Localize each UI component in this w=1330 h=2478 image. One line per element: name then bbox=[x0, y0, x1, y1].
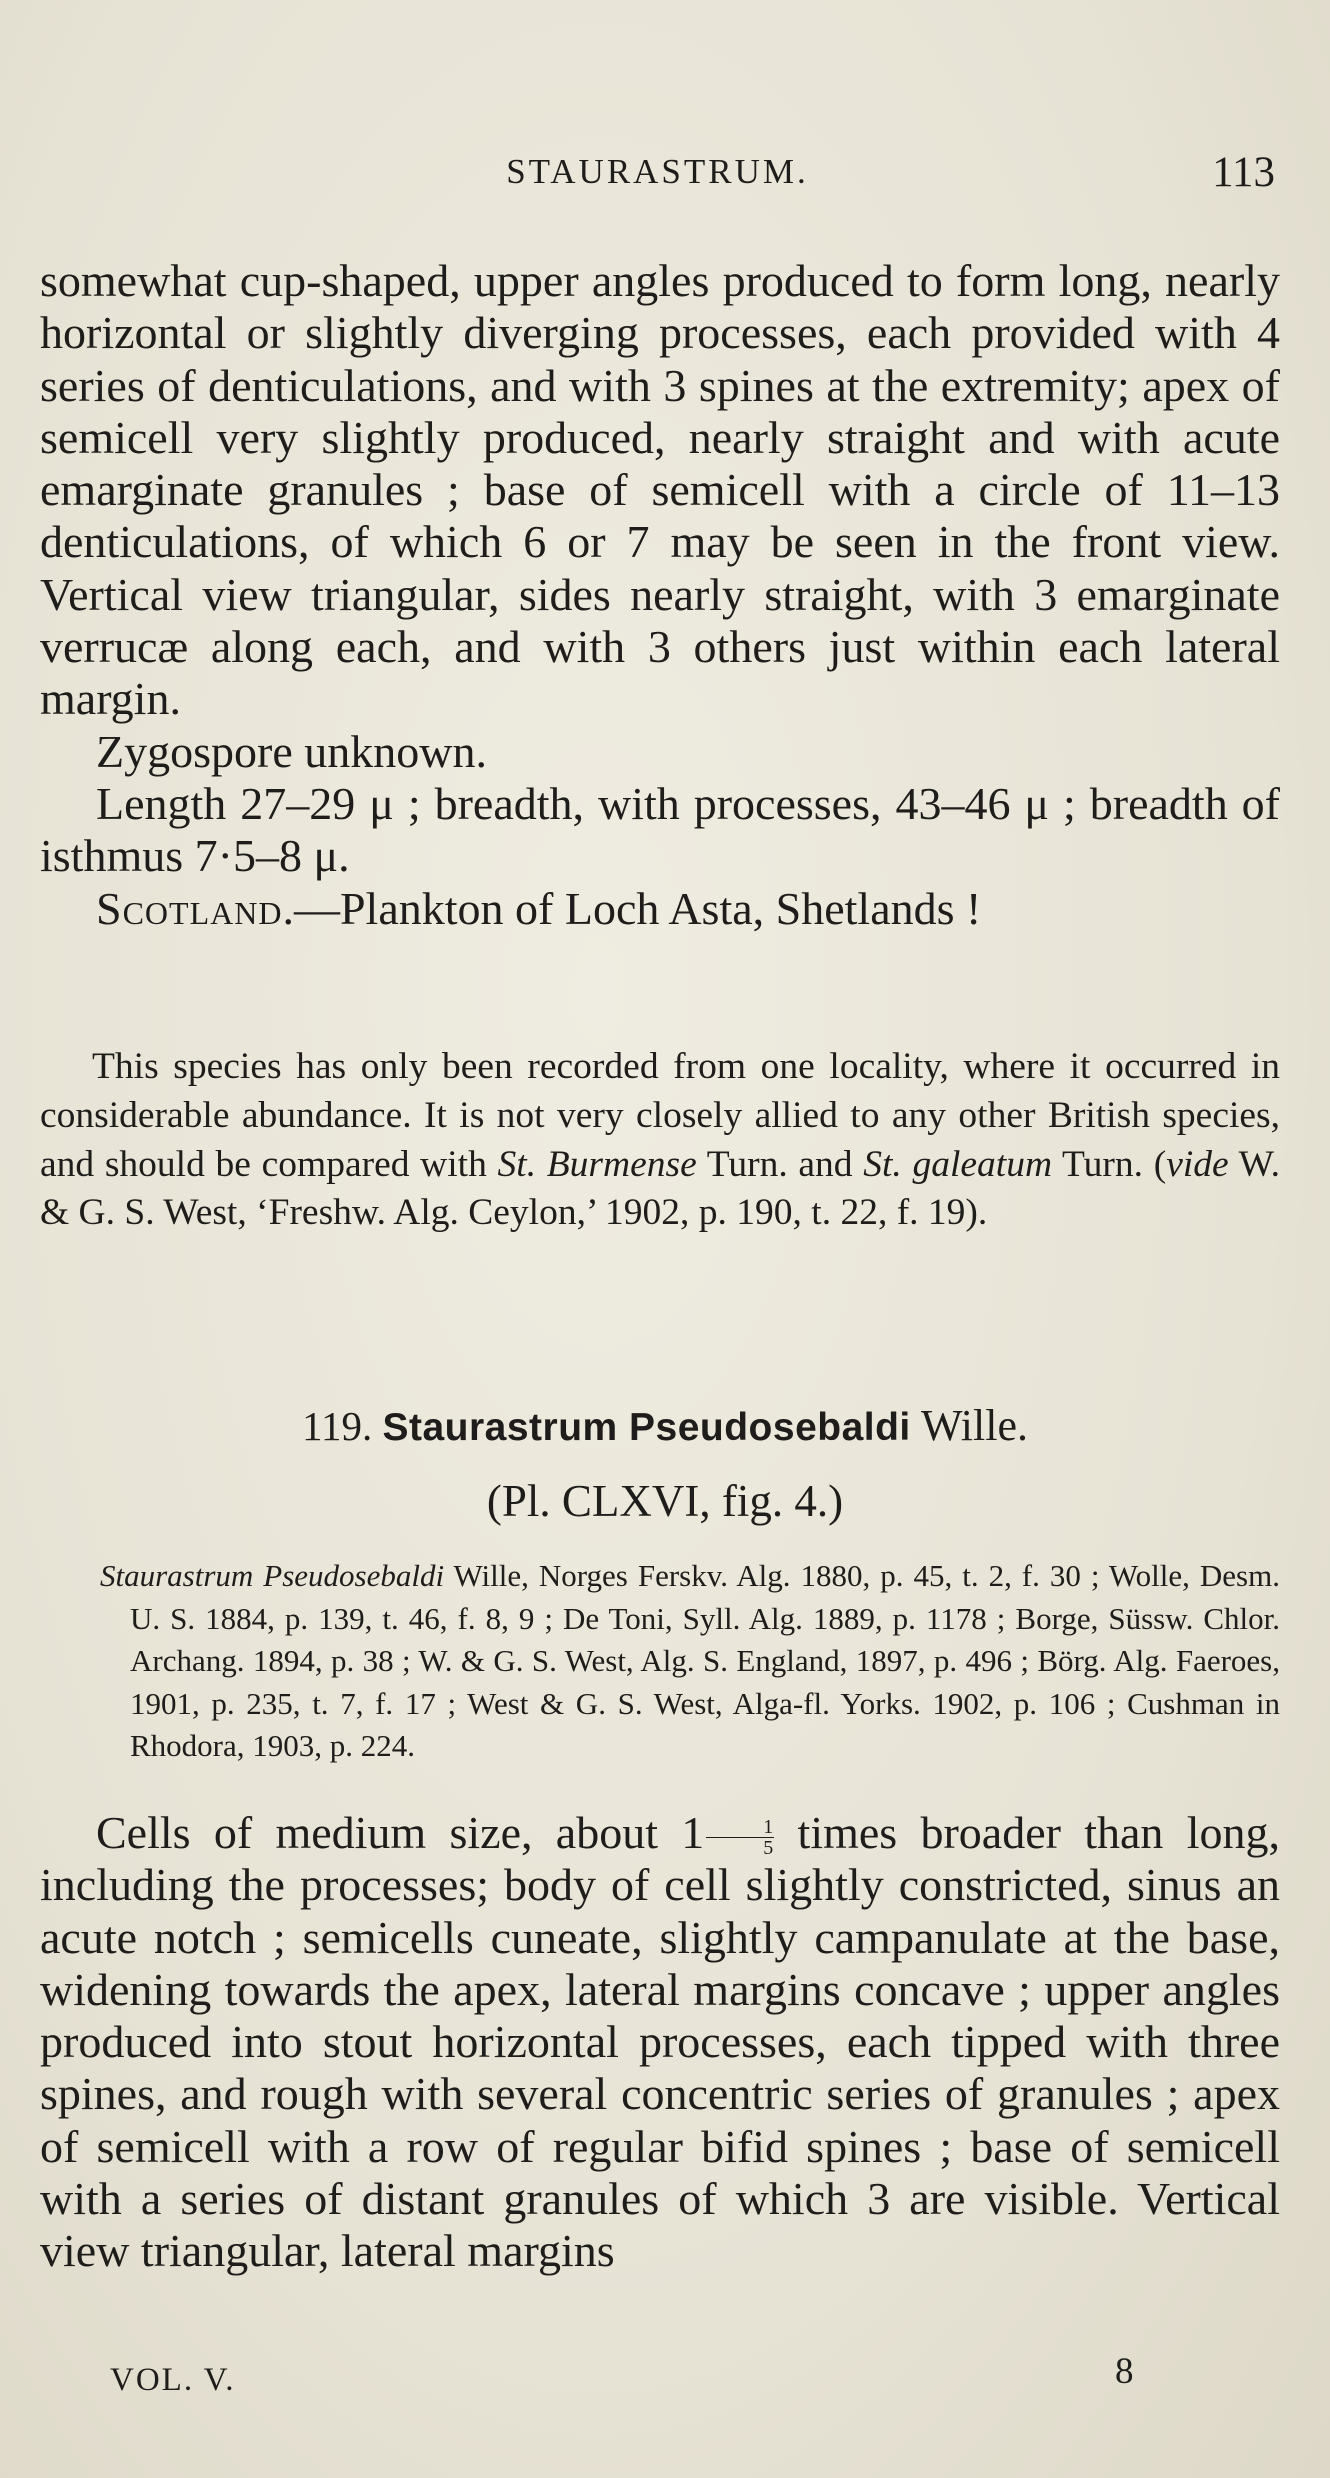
description-paragraph bbox=[40, 1807, 1280, 2278]
running-title: STAURASTRUM. bbox=[506, 152, 809, 191]
remarks-note bbox=[40, 1043, 1280, 1238]
page-number: 113 bbox=[1212, 149, 1275, 196]
species-ref-burmense: St. Burmense bbox=[497, 1143, 697, 1185]
locality-text: .—Plankton of Loch Asta, Shetlands ! bbox=[282, 882, 982, 934]
synonymy-name: Staurastrum Pseudosebaldi bbox=[100, 1558, 445, 1593]
note-text: Turn. and bbox=[696, 1143, 864, 1185]
fraction bbox=[706, 1817, 774, 1858]
description-paragraph: somewhat cup-shaped, upper angles produced to form long, nearly horizontal or slightly diverging processes, each provided with 4 series of denticulations, and with 3 spines at the extremity; apex of semicell very slightly produced, nearly straight and with acute emarginate granules ; base of semicell with a circle of 11–13 denticulations, of which 6 or 7 may be seen in the front view. Vertical view triangular, sides nearly straight, with 3 emarginate verrucæ along each, and with 3 others just within each lateral margin. bbox=[40, 255, 1280, 725]
zygospore-line: Zygospore unknown. bbox=[96, 725, 487, 777]
note-text: W. & G. S. West, ‘Freshw. Alg. Ceylon,’ 1902, p. 190, t. 22, f. 19). bbox=[40, 1143, 1281, 1234]
synonymy-text: Wille, Norges Ferskv. Alg. 1880, p. 45, t. 2, f. 30 ; Wolle, Desm. U. S. 1884, p. 139, t. 46, f. 8, 9 ; De Toni, Syll. Alg. 1889, p. 1178 ; Borge, Süssw. Chlor. Archang. 1894, p. 38 ; W. & G. S. West, Alg. S. England, 1897, p. 496 ; Börg. Alg. Faeroes, 1901, p. 235, t. 7, f. 17 ; West & G. S. West, Alga-fl. Yorks. 1902, p. 106 ; Cushman in Rhodora, 1903, p. 224. bbox=[130, 1558, 1280, 1763]
synonymy-block bbox=[100, 1555, 1280, 1768]
remarks-paragraph bbox=[40, 1043, 1280, 1238]
species-author: Wille. bbox=[921, 1401, 1029, 1450]
locality-region: Scotland bbox=[96, 882, 283, 934]
signature-mark: 8 bbox=[1115, 2351, 1134, 2392]
species-number: 119. bbox=[301, 1403, 373, 1449]
species-heading bbox=[0, 1400, 1330, 1451]
species-name: Staurastrum Pseudosebaldi bbox=[382, 1406, 911, 1449]
volume-label: VOL. V. bbox=[110, 2362, 236, 2398]
note-text: Turn. ( bbox=[1052, 1143, 1167, 1185]
description-text: times broader than long, including the processes; body of cell slightly constricted, sinus an acute notch ; semicells cuneate, slightly campanulate at the base, widening towards the apex, lateral margins concave ; upper angles produced into stout horizontal processes, each tipped with three spines, and rough with several concentric series of granules ; apex of semicell with a row of regular bifid spines ; base of semicell with a series of distant granules of which 3 are visible. Vertical view triangular, lateral margins bbox=[40, 1807, 1280, 2277]
vide-word: vide bbox=[1166, 1143, 1229, 1185]
measurements-line: Length 27–29 μ ; breadth, with processes, 43–46 μ ; breadth of isthmus 7·5–8 μ. bbox=[40, 777, 1280, 882]
species-description bbox=[40, 1807, 1280, 2278]
note-text: This species has only been recorded from one locality, where it occurred in considerable abundance. It is not very closely allied to any other British species, and should be compared with bbox=[40, 1046, 1280, 1185]
species-ref-galeatum: St. galeatum bbox=[863, 1143, 1053, 1185]
synonymy-paragraph bbox=[100, 1555, 1280, 1768]
fraction-numerator: 1 bbox=[706, 1817, 774, 1838]
plate-reference: (Pl. CLXVI, fig. 4.) bbox=[486, 1476, 844, 1526]
continued-description bbox=[40, 255, 1280, 935]
locality-line bbox=[40, 883, 1280, 935]
fraction-denominator: 5 bbox=[763, 1836, 774, 1859]
running-head bbox=[40, 148, 1275, 198]
description-text: Cells of medium size, about 1 bbox=[96, 1807, 705, 1858]
